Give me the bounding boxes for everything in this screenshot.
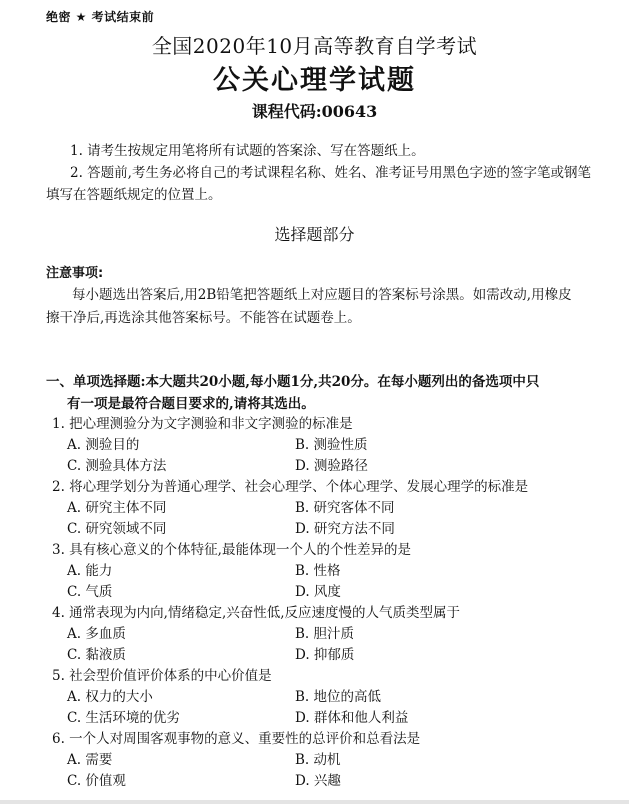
notice-line-1: 每小题选出答案后,用2B铅笔把答题纸上对应题目的答案标号涂黑。如需改动,用橡皮 <box>72 287 572 303</box>
notice-label: 注意事项: <box>46 266 104 281</box>
confidential-label: 绝密 ★ 考试结束前 <box>46 10 155 24</box>
q1-option-c: C. 测验具体方法 <box>67 458 167 474</box>
q6-option-d: D. 兴趣 <box>295 773 341 789</box>
q2-option-d: D. 研究方法不同 <box>295 521 395 537</box>
q3-option-c: C. 气质 <box>67 584 113 600</box>
q1-option-d: D. 测验路径 <box>295 458 368 474</box>
q4-option-b: B. 胆汁质 <box>295 626 355 642</box>
q5-option-c: C. 生活环境的优劣 <box>67 710 180 726</box>
exam-title: 全国2020年10月高等教育自学考试 <box>151 34 478 58</box>
q1-option-b: B. 测验性质 <box>295 437 368 453</box>
q5-option-b: B. 地位的高低 <box>295 689 382 705</box>
course-code: 课程代码:00643 <box>251 102 378 121</box>
q3-option-d: D. 风度 <box>295 584 341 600</box>
instruction-2-continued: 填写在答题纸规定的位置上。 <box>46 187 222 203</box>
question-5: 5. 社会型价值评价体系的中心价值是 <box>52 668 272 684</box>
q6-option-b: B. 动机 <box>295 752 341 768</box>
question-3: 3. 具有核心意义的个体特征,最能体现一个人的个性差异的是 <box>52 542 411 558</box>
question-1: 1. 把心理测验分为文字测验和非文字测验的标准是 <box>52 416 353 432</box>
q2-option-b: B. 研究客体不同 <box>295 500 395 516</box>
q4-option-a: A. 多血质 <box>67 626 126 642</box>
q5-option-d: D. 群体和他人利益 <box>295 710 409 726</box>
section-title: 选择题部分 <box>274 225 355 244</box>
q4-option-d: D. 抑郁质 <box>295 647 355 663</box>
question-4: 4. 通常表现为内向,情绪稳定,兴奋性低,反应速度慢的人气质类型属于 <box>52 605 461 621</box>
part-one-heading-line2: 有一项是最符合题目要求的,请将其选出。 <box>67 396 315 412</box>
notice-line-2: 擦干净后,再选涂其他答案标号。不能答在试题卷上。 <box>46 310 361 326</box>
q4-option-c: C. 黏液质 <box>67 647 126 663</box>
question-2: 2. 将心理学划分为普通心理学、社会心理学、个体心理学、发展心理学的标准是 <box>52 479 529 495</box>
q5-option-a: A. 权力的大小 <box>67 689 153 705</box>
instruction-2: 2. 答题前,考生务必将自己的考试课程名称、姓名、准考证号用黑色字迹的签字笔或钢笔 <box>70 165 591 181</box>
q1-option-a: A. 测验目的 <box>67 437 140 453</box>
part-one-heading-line1: 一、单项选择题:本大题共20小题,每小题1分,共20分。在每小题列出的备选项中只 <box>46 374 540 390</box>
q3-option-b: B. 性格 <box>295 563 341 579</box>
q2-option-a: A. 研究主体不同 <box>67 500 167 516</box>
question-6: 6. 一个人对周围客观事物的意义、重要性的总评价和总看法是 <box>52 731 421 747</box>
q3-option-a: A. 能力 <box>67 563 113 579</box>
q6-option-a: A. 需要 <box>67 752 113 768</box>
page-bottom-edge <box>0 800 629 804</box>
subject-title: 公关心理学试题 <box>213 65 416 96</box>
instruction-1: 1. 请考生按规定用笔将所有试题的答案涂、写在答题纸上。 <box>70 143 425 159</box>
q6-option-c: C. 价值观 <box>67 773 126 789</box>
q2-option-c: C. 研究领域不同 <box>67 521 167 537</box>
